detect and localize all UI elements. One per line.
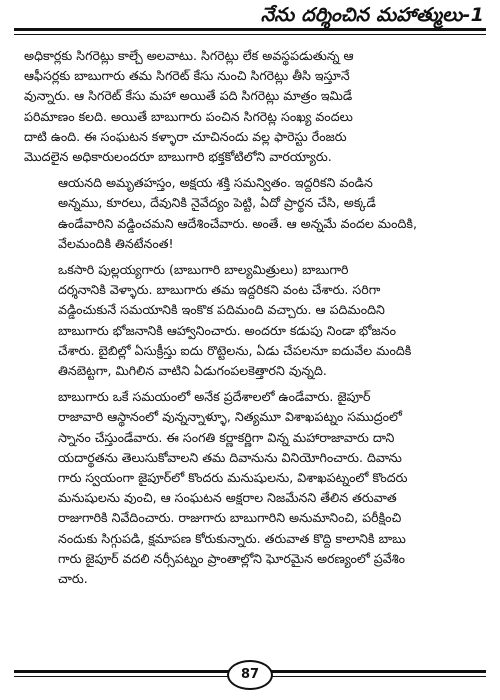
header-rule-thin	[14, 34, 486, 35]
text-line: రాజావారి ఆస్థానంలో వున్నన్నాళ్ళూ, నిత్యమూ విశాఖపట్నం సముద్రంలో	[58, 409, 402, 425]
text-line: అధికార్లకు సిగరెట్లు కాల్చే అలవాటు. సిగరెట్లు లేక అవస్థపడుతున్న ఆ	[24, 48, 354, 63]
text-line: తినబెట్టగా, మిగిలిన వాటిని ఏడుగంపలకెత్తారని వున్నది.	[58, 363, 327, 379]
text-line: ఆఫీసర్లకు బాబుగారు తమ సిగరెట్ కేసు నుంచి సిగరెట్లు తీసి ఇస్తూనే	[24, 68, 350, 84]
page-header	[14, 4, 486, 38]
page-number: 87	[227, 660, 273, 690]
text-line: బాబుగారు ఒకే సమయంలో అనేక ప్రదేశాలలో ఉండేవారు. జైపూర్	[58, 389, 371, 405]
text-line: దాటి ఉంది. ఈ సంఘటన కళ్ళారా చూచినందు వల్ల ఫారెస్టు రేంజరు	[24, 128, 347, 144]
text-line: పరిమాణం కలది. అయితే బాబుగారు పంచిన సిగరెట్ల సంఖ్య వందలు	[24, 108, 353, 124]
text-line: గారు జైపూర్ వదలి నర్సీపట్నం ప్రాంతాల్లోని ఘోరమైన అరణ్యంలో ప్రవేశిం	[58, 550, 406, 566]
paragraph	[24, 387, 476, 589]
text-line: వేలమందికి తినటేనంత!	[58, 235, 174, 251]
text-line: గారు స్వయంగా జైపూర్‌లో కొందరు మనుషులను, విశాఖపట్నంలో కొందరు	[58, 470, 408, 486]
text-line: బాబుగారు భోజనానికి ఆహ్వానించారు. అందరూ కడుపు నిండా భోజనం	[58, 322, 396, 338]
paragraph	[24, 173, 476, 254]
header-rule-thick	[14, 28, 486, 31]
text-line: రాజుగారికి నివేదించారు. రాజుగారు బాబుగారిని అనుమానించి, పరీక్షించి	[58, 510, 402, 526]
paragraph	[24, 46, 476, 167]
paragraph	[24, 260, 476, 381]
text-line: మొదలైన అధికారులందరూ బాబుగారి భక్తకోటిలోని వారయ్యారు.	[24, 149, 332, 165]
text-line: చారు.	[58, 571, 88, 587]
page-footer	[14, 660, 486, 692]
text-line: దర్శనానికి వెళ్ళారు. బాబుగారు తమ ఇద్దరికని వంట చేశారు. సరిగా	[58, 282, 381, 298]
text-line: అన్నము, కూరలు, దేవునికి నైవేద్యం పెట్టి, ఏదో ప్రార్థన చేసి, అక్కడే	[58, 195, 376, 211]
text-line: ఒకసారి పుల్లయ్యగారు (బాబుగారి బాల్యమిత్రులు) బాబుగారి	[58, 262, 349, 278]
text-line: చేశారు. బైబిల్లో ఏసుక్రీస్తు ఐదు రొట్టెలను, ఏడు చేపలనూ ఐదువేల మందికి	[58, 342, 412, 358]
text-line: స్నానం చేస్తుండేవారు. ఈ సంగతి కర్ణాకర్ణిగా విన్న మహారాజావారు దాని	[58, 429, 395, 445]
running-title: నేను దర్శించిన మహాత్ములు-1	[260, 4, 484, 26]
body-text	[24, 46, 476, 595]
text-line: నందుకు సిగ్గుపడి, క్షమాపణ కోరుకున్నారు. తరువాత కొద్ది కాలానికి బాబు	[58, 530, 406, 546]
text-line: ఆయనది అమృతహస్తం, అక్షయ శక్తి సమన్వితం. ఇద్దరికని వండిన	[58, 175, 373, 191]
text-line: మనుషులను వుంచి, ఆ సంఘటన అక్షరాల నిజమేనని తేలిన తరువాత	[58, 490, 397, 506]
text-line: ఉండేవారిని వడ్డించమని ఆదేశించేవారు. అంతే. ఆ అన్నమే వందల మందికి,	[58, 215, 417, 231]
text-line: యదార్థతను తెలుసుకోవాలని తమ దివానును వినియోగించారు. దివాను	[58, 449, 402, 465]
text-line: వున్నారు. ఆ సిగరెట్ కేసు మహా అయితే పది సిగరెట్లు మాత్రం ఇమిడే	[24, 88, 353, 104]
text-line: వడ్డించుకునే సమయానికి ఇంకొక పదిమంది వచ్చారు. ఆ పదిమందిని	[58, 302, 385, 318]
